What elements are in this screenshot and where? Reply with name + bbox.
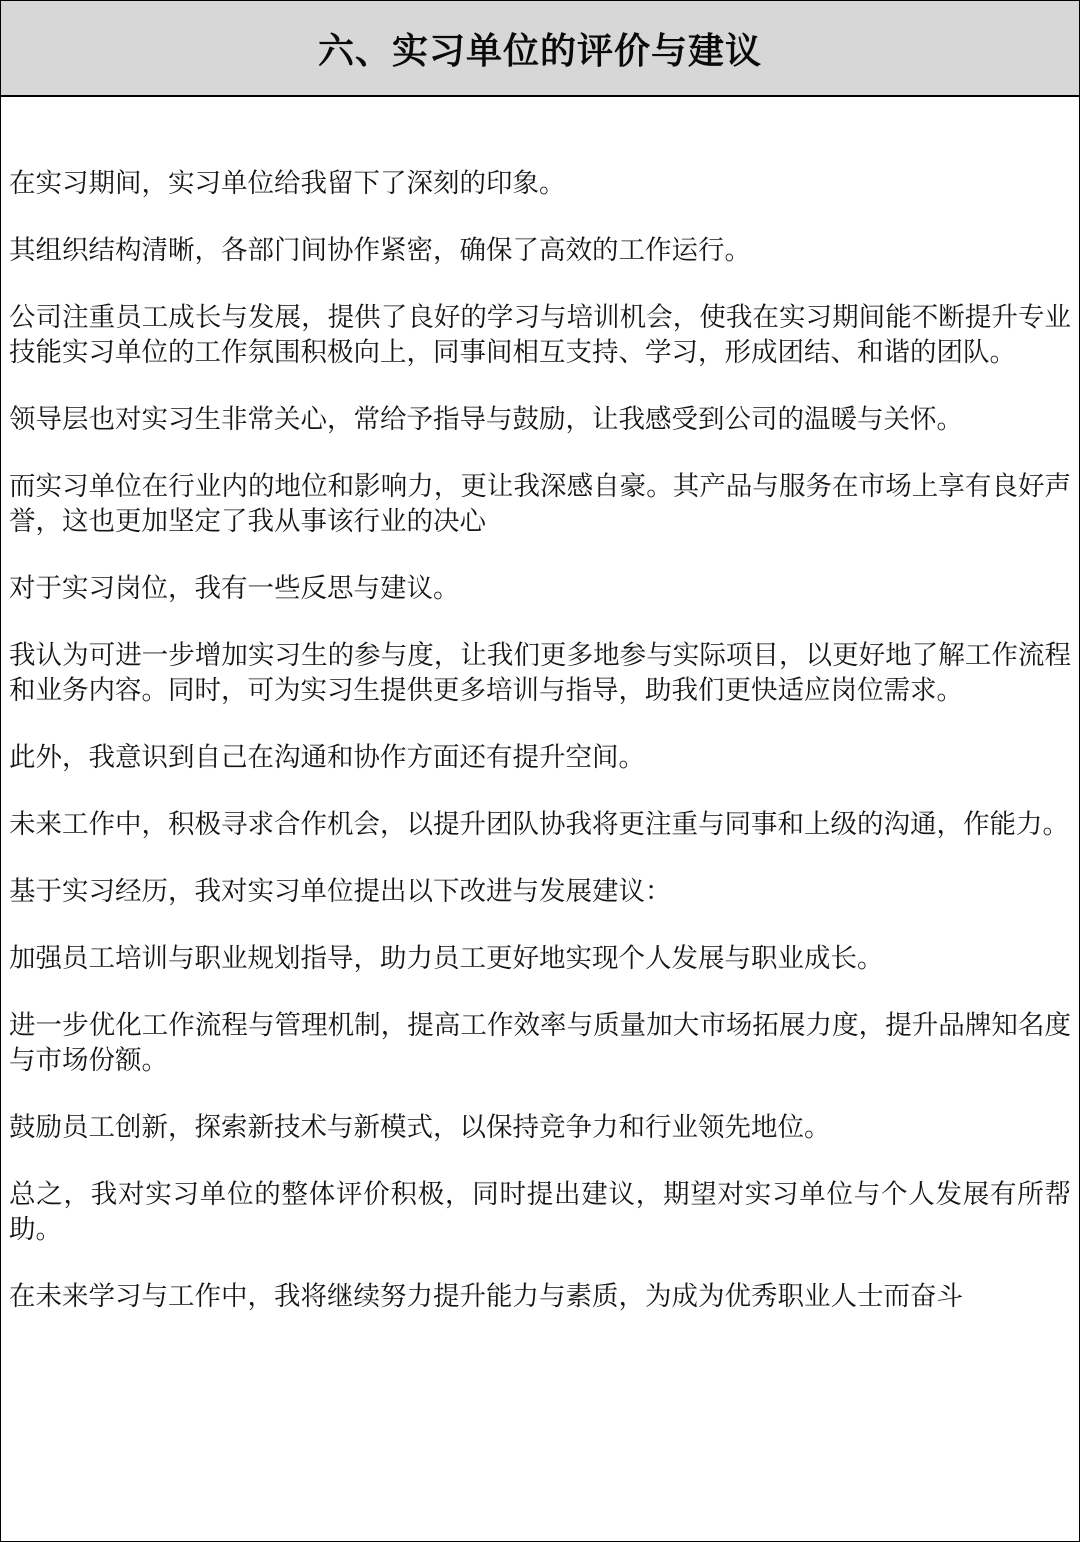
paragraph-industry-status: 而实习单位在行业内的地位和影响力，更让我深感自豪。其产品与服务在市场上享有良好声誉，这也更加坚定了我从事该行业的决心 [9, 471, 1071, 537]
paragraph-suggestion-process: 进一步优化工作流程与管理机制，提高工作效率与质量加大市场拓展力度，提升品牌知名度与市场份额。 [9, 1010, 1071, 1076]
paragraph-communication: 此外，我意识到自己在沟通和协作方面还有提升空间。 [9, 742, 645, 773]
paragraph-summary: 总之，我对实习单位的整体评价积极，同时提出建议，期望对实习单位与个人发展有所帮助。 [9, 1179, 1071, 1245]
paragraph-reflection-intro: 对于实习岗位，我有一些反思与建议。 [9, 573, 460, 604]
paragraph-leadership: 领导层也对实习生非常关心，常给予指导与鼓励，让我感受到公司的温暖与关怀。 [9, 404, 963, 435]
paragraph-growth: 公司注重员工成长与发展，提供了良好的学习与培训机会，使我在实习期间能不断提升专业技能实习单位的工作氛围积极向上，同事间相互支持、学习，形成团结、和谐的团队。 [9, 302, 1071, 368]
document-body [1, 97, 1079, 1314]
paragraph-suggestion-innovation: 鼓励员工创新，探索新技术与新模式，以保持竞争力和行业领先地位。 [9, 1112, 831, 1143]
paragraph-suggestion-training: 加强员工培训与职业规划指导，助力员工更好地实现个人发展与职业成长。 [9, 943, 884, 974]
paragraph-participation: 我认为可进一步增加实习生的参与度，让我们更多地参与实际项目，以更好地了解工作流程和业务内容。同时，可为实习生提供更多培训与指导，助我们更快适应岗位需求。 [9, 640, 1071, 706]
title-bar [1, 1, 1079, 97]
paragraph-closing: 在未来学习与工作中，我将继续努力提升能力与素质，为成为优秀职业人士而奋斗 [9, 1281, 963, 1312]
section-title: 六、实习单位的评价与建议 [317, 30, 762, 72]
paragraph-impression: 在实习期间，实习单位给我留下了深刻的印象。 [9, 168, 566, 199]
paragraph-organization: 其组织结构清晰，各部门间协作紧密，确保了高效的工作运行。 [9, 235, 751, 266]
paragraph-suggestions-intro: 基于实习经历，我对实习单位提出以下改进与发展建议： [9, 876, 672, 907]
paragraph-future-work: 未来工作中，积极寻求合作机会，以提升团队协我将更注重与同事和上级的沟通，作能力。 [9, 809, 1069, 840]
